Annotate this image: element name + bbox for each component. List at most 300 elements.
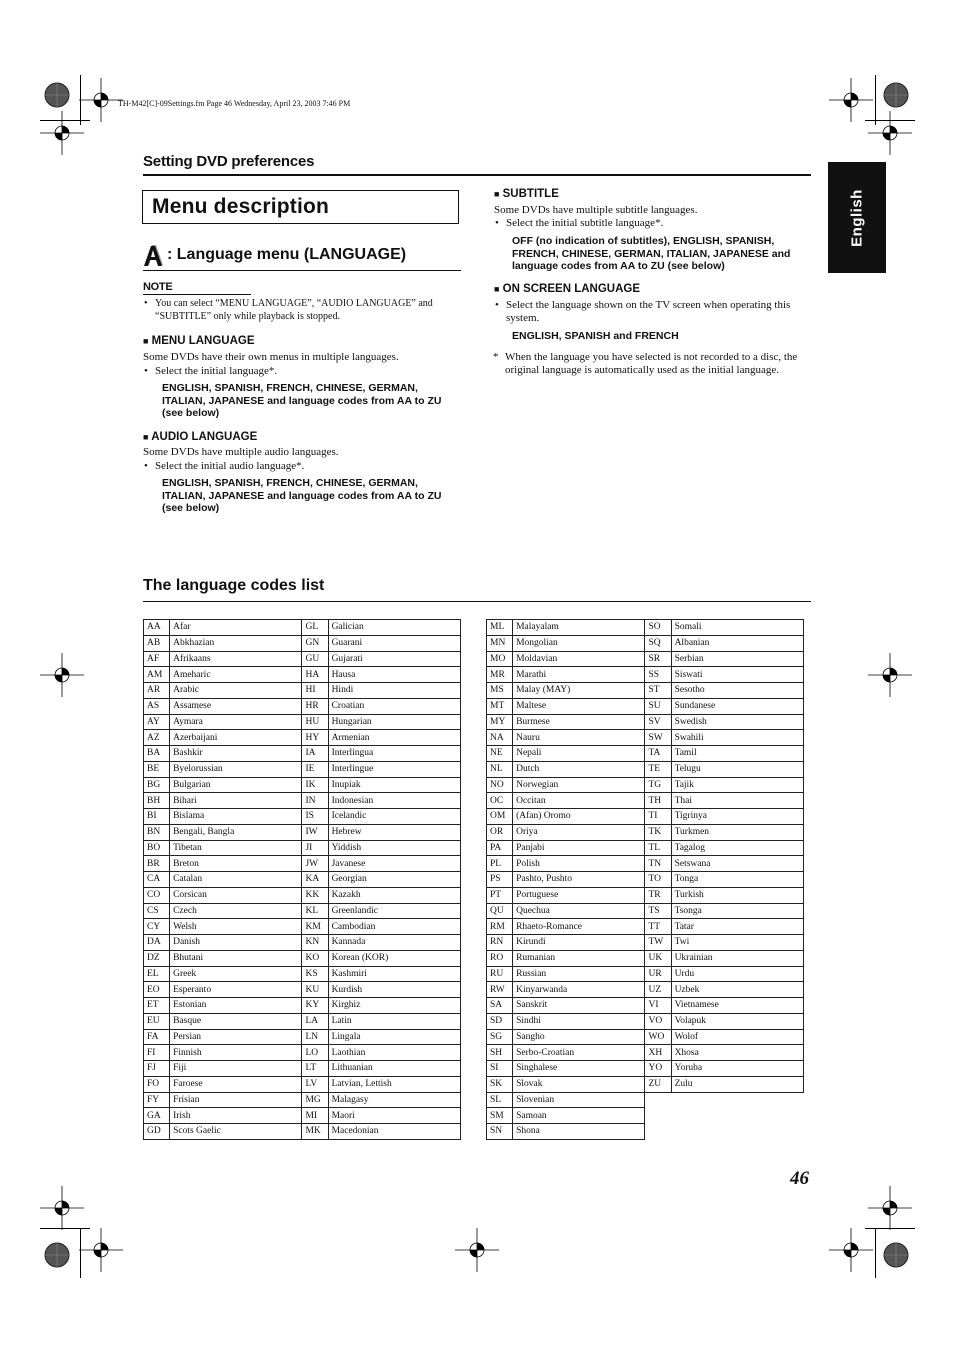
table-row [144, 714, 461, 730]
language-code-cell: MY [487, 714, 513, 730]
language-code-cell: LN [302, 1029, 328, 1045]
section-rule [143, 174, 811, 176]
language-code-cell: AF [144, 651, 170, 667]
language-name-cell: Rhaeto-Romance [513, 919, 645, 935]
language-code-cell: AM [144, 667, 170, 683]
subtitle-desc: Some DVDs have multiple subtitle languages. [494, 204, 698, 216]
language-menu-title: : Language menu (LANGUAGE) [167, 246, 407, 263]
table-row [144, 777, 461, 793]
language-code-cell: AB [144, 635, 170, 651]
language-code-cell: KA [302, 872, 328, 888]
language-code-cell: CY [144, 919, 170, 935]
language-code-cell: TK [645, 824, 671, 840]
language-name-cell: Maltese [513, 698, 645, 714]
language-name-cell: Esperanto [170, 982, 302, 998]
language-name-cell: (Afan) Oromo [513, 809, 645, 825]
language-name-cell: Tajik [671, 777, 803, 793]
table-row [487, 714, 804, 730]
language-name-cell: Lingala [328, 1029, 460, 1045]
language-name-cell: Interlingua [328, 746, 460, 762]
language-code-cell: TR [645, 887, 671, 903]
language-name-cell: Inupiak [328, 777, 460, 793]
table-row [144, 667, 461, 683]
language-name-cell: Faroese [170, 1076, 302, 1092]
language-code-cell: DZ [144, 950, 170, 966]
language-name-cell: Bihari [170, 793, 302, 809]
language-name-cell: Frisian [170, 1092, 302, 1108]
table-row [487, 998, 804, 1014]
language-name-cell: Kinyarwanda [513, 982, 645, 998]
language-name-cell: Turkish [671, 887, 803, 903]
table-row [487, 1076, 804, 1092]
menu-language-options: ENGLISH, SPANISH, FRENCH, CHINESE, GERMAN, ITALIAN, JAPANESE and language codes from AA to ZU (see below) [162, 382, 442, 419]
language-name-cell: Vietnamese [671, 998, 803, 1014]
language-code-cell: SR [645, 651, 671, 667]
language-name-cell: Somali [671, 620, 803, 636]
note-text: • You can select “MENU LANGUAGE”, “AUDIO LANGUAGE” and “SUBTITLE” only while playback is stopped. [143, 297, 463, 323]
language-code-cell: BI [144, 809, 170, 825]
language-name-cell: Welsh [170, 919, 302, 935]
language-name-cell: Kashmiri [328, 966, 460, 982]
language-code-cell: FI [144, 1045, 170, 1061]
language-code-cell: HU [302, 714, 328, 730]
language-name-cell: Laothian [328, 1045, 460, 1061]
registration-mark-icon [40, 1186, 84, 1230]
table-row [487, 1124, 804, 1140]
language-name-cell: Swedish [671, 714, 803, 730]
language-name-cell: Indonesian [328, 793, 460, 809]
table-row [487, 982, 804, 998]
language-code-cell: SI [487, 1061, 513, 1077]
table-row [487, 635, 804, 651]
language-code-cell: VO [645, 1013, 671, 1029]
language-code-cell [645, 1108, 671, 1124]
table-row [487, 887, 804, 903]
language-name-cell: Breton [170, 856, 302, 872]
language-menu-heading [143, 242, 461, 271]
language-code-cell: BN [144, 824, 170, 840]
language-name-cell: Bhutani [170, 950, 302, 966]
language-code-cell: FO [144, 1076, 170, 1092]
table-row [144, 746, 461, 762]
table-row [487, 746, 804, 762]
language-name-cell: Scots Gaelic [170, 1124, 302, 1140]
language-codes-rule [143, 601, 811, 602]
on-screen-language-label: ■ ON SCREEN LANGUAGE [494, 283, 641, 295]
language-code-cell: BH [144, 793, 170, 809]
table-row [487, 935, 804, 951]
language-name-cell: Portuguese [513, 887, 645, 903]
language-name-cell: Afar [170, 620, 302, 636]
language-code-cell: MN [487, 635, 513, 651]
audio-language-label: ■ AUDIO LANGUAGE [143, 431, 258, 443]
table-row [487, 777, 804, 793]
language-name-cell: Twi [671, 935, 803, 951]
table-row [487, 1061, 804, 1077]
language-name-cell: Mongolian [513, 635, 645, 651]
table-row [144, 620, 461, 636]
language-name-cell: Kirghiz [328, 998, 460, 1014]
language-name-cell: Russian [513, 966, 645, 982]
language-name-cell: Dutch [513, 761, 645, 777]
language-name-cell: Turkmen [671, 824, 803, 840]
table-row [144, 1061, 461, 1077]
registration-mark-icon [79, 1228, 123, 1272]
language-name-cell: Tonga [671, 872, 803, 888]
language-name-cell: Zulu [671, 1076, 803, 1092]
language-name-cell: Occitan [513, 793, 645, 809]
language-name-cell: Assamese [170, 698, 302, 714]
table-row [487, 809, 804, 825]
on-screen-language-options: ENGLISH, SPANISH and FRENCH [512, 330, 679, 342]
language-name-cell: Albanian [671, 635, 803, 651]
language-codes-heading: The language codes list [143, 577, 325, 594]
language-name-cell: Greek [170, 966, 302, 982]
language-name-cell: Sundanese [671, 698, 803, 714]
language-code-cell: CS [144, 903, 170, 919]
language-name-cell: Hebrew [328, 824, 460, 840]
language-code-cell: IA [302, 746, 328, 762]
language-name-cell: Fiji [170, 1061, 302, 1077]
language-name-cell: Galician [328, 620, 460, 636]
language-code-cell: KM [302, 919, 328, 935]
language-code-cell: TS [645, 903, 671, 919]
table-row [144, 761, 461, 777]
language-code-cell: GA [144, 1108, 170, 1124]
language-code-cell: EL [144, 966, 170, 982]
language-name-cell: Catalan [170, 872, 302, 888]
section-heading: Setting DVD preferences [143, 153, 315, 170]
language-name-cell: Uzbek [671, 982, 803, 998]
page-number: 46 [790, 1168, 809, 1189]
table-row [487, 730, 804, 746]
crop-line [40, 1228, 90, 1229]
language-code-cell: EU [144, 1013, 170, 1029]
language-code-cell: WO [645, 1029, 671, 1045]
table-row [487, 1013, 804, 1029]
language-code-cell: GN [302, 635, 328, 651]
language-code-cell: KS [302, 966, 328, 982]
language-name-cell: Afrikaans [170, 651, 302, 667]
language-code-cell: IS [302, 809, 328, 825]
language-code-cell: SS [645, 667, 671, 683]
language-code-cell: SD [487, 1013, 513, 1029]
language-code-cell: TI [645, 809, 671, 825]
language-name-cell: Thai [671, 793, 803, 809]
page-title: Menu description [152, 195, 330, 218]
language-name-cell: Ukrainian [671, 950, 803, 966]
crop-line [875, 1228, 876, 1278]
language-name-cell: Tsonga [671, 903, 803, 919]
language-name-cell: Serbo-Croatian [513, 1045, 645, 1061]
language-name-cell: Wolof [671, 1029, 803, 1045]
language-code-cell: SH [487, 1045, 513, 1061]
language-name-cell: Estonian [170, 998, 302, 1014]
language-code-cell: UR [645, 966, 671, 982]
table-row [487, 903, 804, 919]
footnote: * When the language you have selected is not recorded to a disc, the original language is automatically used as the initial language. [493, 351, 798, 376]
language-name-cell: Bulgarian [170, 777, 302, 793]
language-code-cell: SM [487, 1108, 513, 1124]
language-name-cell: Moldavian [513, 651, 645, 667]
language-code-cell: HR [302, 698, 328, 714]
language-name-cell: Korean (KOR) [328, 950, 460, 966]
crop-line [40, 120, 90, 121]
table-row [144, 683, 461, 699]
table-row [487, 840, 804, 856]
table-row [144, 809, 461, 825]
language-code-cell: NL [487, 761, 513, 777]
language-code-cell: MT [487, 698, 513, 714]
table-row [487, 667, 804, 683]
language-name-cell: Bengali, Bangla [170, 824, 302, 840]
table-row [487, 966, 804, 982]
language-tab-label: English [848, 188, 866, 247]
table-row [144, 887, 461, 903]
language-code-cell: HA [302, 667, 328, 683]
language-code-cell: AY [144, 714, 170, 730]
language-name-cell: Latvian, Lettish [328, 1076, 460, 1092]
language-name-cell: Singhalese [513, 1061, 645, 1077]
language-code-cell: SK [487, 1076, 513, 1092]
language-tab [828, 162, 886, 273]
color-target-icon [43, 1241, 71, 1269]
table-row [144, 635, 461, 651]
audio-language-options: ENGLISH, SPANISH, FRENCH, CHINESE, GERMAN, ITALIAN, JAPANESE and language codes from AA to ZU (see below) [162, 477, 442, 514]
color-target-icon [43, 81, 71, 109]
table-row [144, 919, 461, 935]
menu-description-box [142, 190, 459, 224]
language-name-cell: Azerbaijani [170, 730, 302, 746]
language-name-cell: Malayalam [513, 620, 645, 636]
language-code-cell: LV [302, 1076, 328, 1092]
language-name-cell: Rumanian [513, 950, 645, 966]
language-name-cell: Swahili [671, 730, 803, 746]
on-screen-language-bullet: • Select the language shown on the TV screen when operating this system. [495, 299, 791, 324]
language-code-cell: ZU [645, 1076, 671, 1092]
language-code-cell: AS [144, 698, 170, 714]
language-code-cell: CA [144, 872, 170, 888]
language-name-cell: Gujarati [328, 651, 460, 667]
language-name-cell: Slovak [513, 1076, 645, 1092]
language-code-cell: TE [645, 761, 671, 777]
language-code-cell: TT [645, 919, 671, 935]
table-row [487, 1108, 804, 1124]
table-row [144, 793, 461, 809]
language-code-cell: HI [302, 683, 328, 699]
crop-line [80, 1228, 81, 1278]
table-row [487, 651, 804, 667]
language-name-cell: Shona [513, 1124, 645, 1140]
table-row [144, 856, 461, 872]
table-row [144, 935, 461, 951]
language-code-cell: TW [645, 935, 671, 951]
language-name-cell: Bislama [170, 809, 302, 825]
language-code-cell: HY [302, 730, 328, 746]
language-code-cell: IK [302, 777, 328, 793]
language-code-cell: OM [487, 809, 513, 825]
language-code-cell: AZ [144, 730, 170, 746]
language-code-cell: GU [302, 651, 328, 667]
language-code-cell: XH [645, 1045, 671, 1061]
note-body: You can select “MENU LANGUAGE”, “AUDIO LANGUAGE” and “SUBTITLE” only while playback is stopped. [155, 298, 433, 322]
language-code-cell: TA [645, 746, 671, 762]
language-name-cell: Basque [170, 1013, 302, 1029]
language-name-cell: Malay (MAY) [513, 683, 645, 699]
language-name-cell: Telugu [671, 761, 803, 777]
language-name-cell: Setswana [671, 856, 803, 872]
language-name-cell [671, 1092, 803, 1108]
language-name-cell: Lithuanian [328, 1061, 460, 1077]
language-code-cell: SA [487, 998, 513, 1014]
language-code-cell: MO [487, 651, 513, 667]
language-code-cell: GD [144, 1124, 170, 1140]
table-row [144, 903, 461, 919]
language-code-cell: IN [302, 793, 328, 809]
language-code-cell: NO [487, 777, 513, 793]
language-code-cell: JI [302, 840, 328, 856]
table-row [144, 998, 461, 1014]
table-row [487, 1045, 804, 1061]
table-row [144, 982, 461, 998]
language-name-cell: Sesotho [671, 683, 803, 699]
language-codes-table-left [143, 619, 461, 1140]
language-code-cell: TL [645, 840, 671, 856]
language-name-cell: Danish [170, 935, 302, 951]
language-name-cell: Pashto, Pushto [513, 872, 645, 888]
a-badge-icon [143, 243, 165, 267]
language-code-cell: RW [487, 982, 513, 998]
table-row [487, 620, 804, 636]
language-code-cell: IW [302, 824, 328, 840]
language-code-cell: AA [144, 620, 170, 636]
language-name-cell: Tigrinya [671, 809, 803, 825]
language-name-cell: Arabic [170, 683, 302, 699]
language-name-cell: Oriya [513, 824, 645, 840]
language-code-cell: KY [302, 998, 328, 1014]
language-code-cell: BO [144, 840, 170, 856]
table-row [487, 1092, 804, 1108]
crop-line [80, 75, 81, 125]
language-name-cell: Icelandic [328, 809, 460, 825]
table-row [487, 1029, 804, 1045]
language-code-cell: SU [645, 698, 671, 714]
registration-mark-icon [455, 1228, 499, 1272]
language-code-cell: NA [487, 730, 513, 746]
language-name-cell: Tibetan [170, 840, 302, 856]
language-name-cell: Maori [328, 1108, 460, 1124]
table-row [487, 683, 804, 699]
language-code-cell: TH [645, 793, 671, 809]
language-name-cell: Quechua [513, 903, 645, 919]
language-code-cell: LT [302, 1061, 328, 1077]
language-name-cell: Hungarian [328, 714, 460, 730]
language-name-cell: Latin [328, 1013, 460, 1029]
language-name-cell: Hausa [328, 667, 460, 683]
language-name-cell: Serbian [671, 651, 803, 667]
language-name-cell: Bashkir [170, 746, 302, 762]
table-row [487, 856, 804, 872]
language-code-cell: NE [487, 746, 513, 762]
table-row [144, 1076, 461, 1092]
language-code-cell: MR [487, 667, 513, 683]
language-code-cell: BE [144, 761, 170, 777]
language-code-cell: SN [487, 1124, 513, 1140]
language-name-cell: Polish [513, 856, 645, 872]
registration-mark-icon [40, 653, 84, 697]
language-name-cell: Slovenian [513, 1092, 645, 1108]
registration-mark-icon [829, 78, 873, 122]
language-code-cell: RO [487, 950, 513, 966]
language-name-cell: Urdu [671, 966, 803, 982]
language-name-cell: Malagasy [328, 1092, 460, 1108]
note-underline [143, 294, 251, 295]
language-code-cell: BR [144, 856, 170, 872]
language-code-cell: PL [487, 856, 513, 872]
language-name-cell: Hindi [328, 683, 460, 699]
language-code-cell [645, 1124, 671, 1140]
language-code-cell: TO [645, 872, 671, 888]
language-code-cell: MG [302, 1092, 328, 1108]
language-code-cell: IE [302, 761, 328, 777]
language-code-cell: FA [144, 1029, 170, 1045]
language-code-cell: UK [645, 950, 671, 966]
language-code-cell: KK [302, 887, 328, 903]
registration-mark-icon [829, 1228, 873, 1272]
language-code-cell: MK [302, 1124, 328, 1140]
table-row [144, 872, 461, 888]
language-name-cell: Persian [170, 1029, 302, 1045]
table-row [144, 840, 461, 856]
table-row [144, 1108, 461, 1124]
table-row [487, 872, 804, 888]
language-code-cell: JW [302, 856, 328, 872]
registration-mark-icon [79, 78, 123, 122]
language-code-cell: QU [487, 903, 513, 919]
table-row [144, 698, 461, 714]
table-row [144, 651, 461, 667]
table-row [144, 1124, 461, 1140]
language-name-cell: Guarani [328, 635, 460, 651]
language-code-cell: PS [487, 872, 513, 888]
language-code-cell: SV [645, 714, 671, 730]
language-code-cell: UZ [645, 982, 671, 998]
language-name-cell: Sanskrit [513, 998, 645, 1014]
language-code-cell: BG [144, 777, 170, 793]
language-name-cell: Volapuk [671, 1013, 803, 1029]
table-row [144, 966, 461, 982]
language-code-cell [645, 1092, 671, 1108]
language-code-cell: KU [302, 982, 328, 998]
language-name-cell: Irish [170, 1108, 302, 1124]
table-row [144, 1045, 461, 1061]
language-name-cell: Tagalog [671, 840, 803, 856]
language-name-cell: Greenlandic [328, 903, 460, 919]
language-code-cell: EO [144, 982, 170, 998]
menu-language-desc: Some DVDs have their own menus in multiple languages. [143, 351, 399, 363]
table-row [144, 950, 461, 966]
language-name-cell: Byelorussian [170, 761, 302, 777]
language-name-cell: Yoruba [671, 1061, 803, 1077]
language-code-cell: AR [144, 683, 170, 699]
language-name-cell: Finnish [170, 1045, 302, 1061]
language-name-cell: Corsican [170, 887, 302, 903]
language-code-cell: MI [302, 1108, 328, 1124]
language-name-cell: Tamil [671, 746, 803, 762]
language-name-cell: Burmese [513, 714, 645, 730]
language-name-cell: Abkhazian [170, 635, 302, 651]
language-codes-table-right [486, 619, 804, 1140]
